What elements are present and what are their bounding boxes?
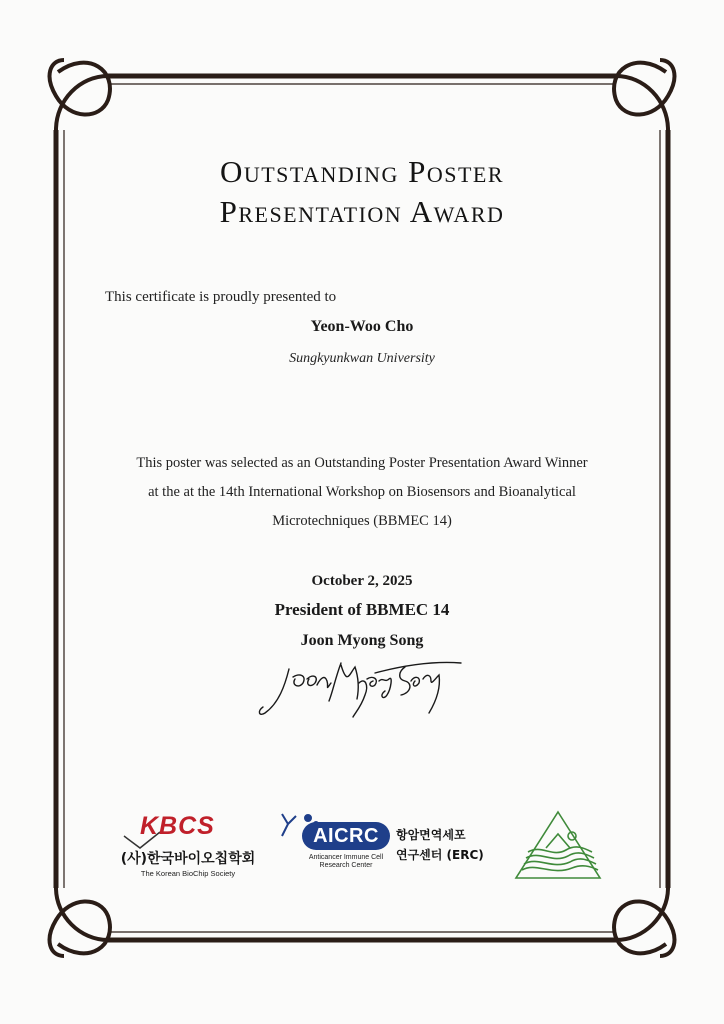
aicrc-english-name	[300, 854, 392, 870]
mountain-triangle-logo	[512, 808, 604, 882]
award-description	[90, 449, 634, 536]
award-title-line1: Outstanding Poster	[219, 154, 505, 189]
award-date: October 2, 2025	[311, 573, 413, 589]
aicrc-english-line1: Anticancer Immune Cell	[308, 854, 384, 861]
aicrc-logo	[270, 806, 510, 876]
award-description-line1: This poster was selected as an Outstanding Poster Presentation Award Winner	[136, 455, 588, 471]
aicrc-korean-line2: 연구센터 (ERC)	[396, 848, 484, 862]
aicrc-wordmark: AICRC	[302, 822, 390, 850]
handwritten-signature	[255, 655, 470, 720]
award-title-line2: Presentation Award	[219, 194, 505, 229]
signer-title: President of BBMEC 14	[274, 600, 450, 619]
kbcs-wordmark: KBCS	[140, 812, 215, 840]
recipient-name: Yeon-Woo Cho	[310, 318, 414, 335]
kbcs-english-name: The Korean BioChip Society	[140, 869, 236, 878]
award-description-line3: Microtechniques (BBMEC 14)	[272, 513, 452, 529]
aicrc-english-line2: Research Center	[319, 862, 373, 869]
aicrc-korean-line1: 항암면역세포	[396, 828, 466, 842]
signer-name: Joon Myong Song	[300, 632, 424, 649]
kbcs-logo	[118, 812, 258, 882]
kbcs-korean-name: (사)한국바이오칩학회	[120, 851, 256, 867]
recipient-affiliation: Sungkyunkwan University	[289, 351, 435, 366]
presented-to-text: This certificate is proudly presented to	[105, 289, 337, 305]
award-description-line2: at the at the 14th International Workshop on Biosensors and Bioanalytical	[148, 484, 576, 500]
